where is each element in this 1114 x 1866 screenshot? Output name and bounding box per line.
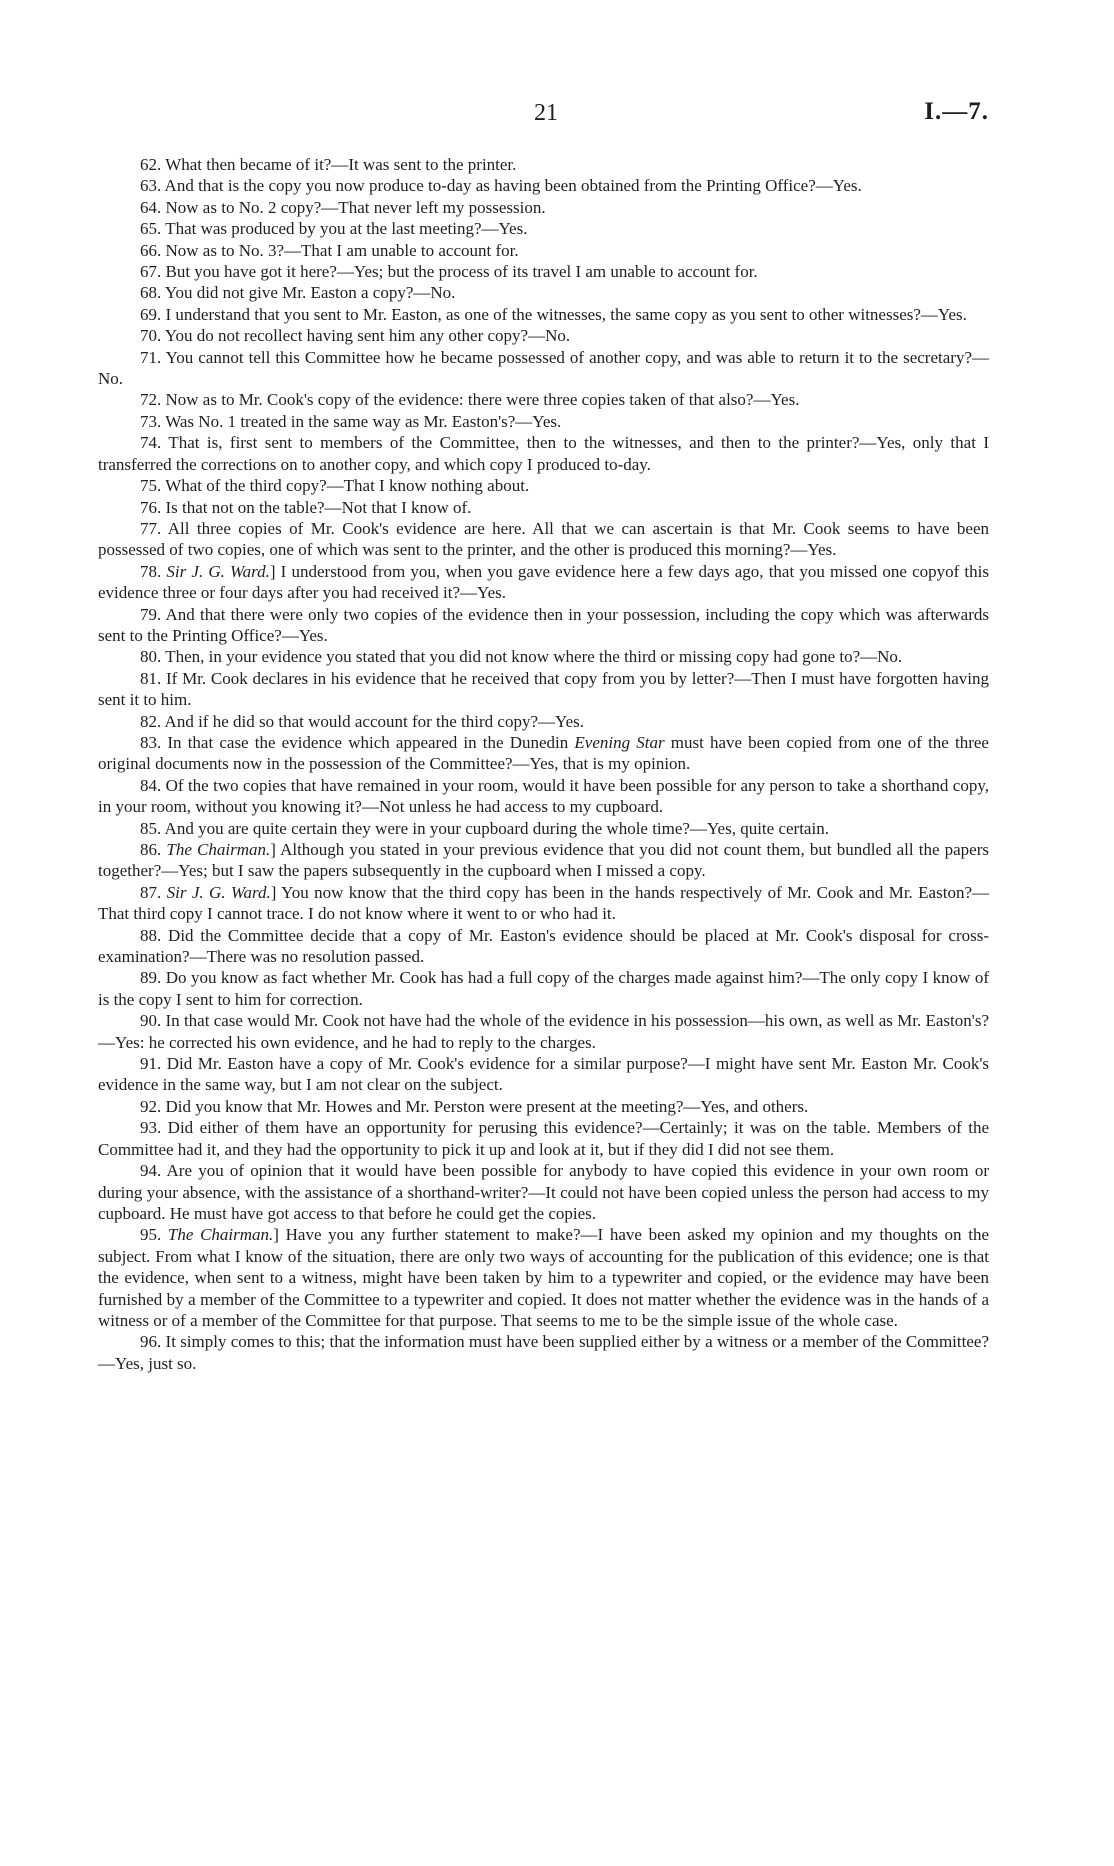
qa-paragraph: 69. I understand that you sent to Mr. Easton, as one of the witnesses, the same copy as you sent to other witnesses?—Yes. — [140, 304, 967, 324]
document-body — [98, 154, 989, 1374]
qa-paragraph: 85. And you are quite certain they were in your cupboard during the whole time?—Yes, quite certain. — [140, 818, 829, 838]
qa-paragraph: 66. Now as to No. 3?—That I am unable to account for. — [140, 240, 519, 260]
qa-paragraph: 62. What then became of it?—It was sent to the printer. — [140, 155, 517, 174]
qa-paragraph: 68. You did not give Mr. Easton a copy?—No. — [140, 283, 456, 303]
qa-paragraph: 70. You do not recollect having sent him any other copy?—No. — [140, 326, 571, 346]
qa-paragraph: 81. If Mr. Cook declares in his evidence that he received that copy from you by letter?—Then I must have forgotten having sent it to him. — [98, 668, 989, 710]
qa-paragraph: 95. The Chairman.] Have you any further statement to make?—I have been asked my opinion and my thoughts on the subject. From what I know of the situation, there are only two ways of accounting for the publication of this evidence; one is that the evidence, when sent to a witness, might have been taken by him to a typewriter and copied, or the evidence may have been furnished by a member of the Committee to a typewriter and copied. It does not matter whether the evidence was in the hands of a witness or of a member of the Committee for that purpose. That seems to me to be the simple issue of the whole case. — [98, 1225, 989, 1330]
qa-paragraph: 93. Did either of them have an opportunity for perusing this evidence?—Certainly; it was on the table. Members of the Committee had it, and they had the opportunity to pick it up and look at it, but if they did I did not see them. — [98, 1118, 989, 1159]
qa-paragraph: 75. What of the third copy?—That I know nothing about. — [140, 476, 530, 496]
qa-paragraph: 63. And that is the copy you now produce to-day as having been obtained from the Printing Office?—Yes. — [140, 176, 862, 196]
page-reference: I.—7. — [924, 98, 989, 125]
qa-paragraph: 64. Now as to No. 2 copy?—That never left my possession. — [140, 197, 546, 217]
qa-paragraph: 83. In that case the evidence which appeared in the Dunedin Evening Star must have been copied from one of the three original documents now in the possession of the Committee?—Yes, that is my opinion. — [98, 732, 989, 774]
qa-paragraph: 76. Is that not on the table?—Not that I know of. — [140, 497, 472, 517]
qa-paragraph: 91. Did Mr. Easton have a copy of Mr. Cook's evidence for a similar purpose?—I might have sent Mr. Easton Mr. Cook's evidence in the same way, but I am not clear on the subject. — [98, 1054, 989, 1095]
qa-paragraph: 96. It simply comes to this; that the information must have been supplied either by a witness or a member of the Committee?—Yes, just so. — [98, 1332, 989, 1373]
qa-paragraph: 72. Now as to Mr. Cook's copy of the evidence: there were three copies taken of that also?—Yes. — [140, 390, 800, 410]
qa-paragraph: 87. Sir J. G. Ward.] You now know that the third copy has been in the hands respectively of Mr. Cook and Mr. Easton?—That third copy I cannot trace. I do not know where it went to or who had it. — [98, 882, 989, 924]
qa-paragraph: 77. All three copies of Mr. Cook's evidence are here. All that we can ascertain is that Mr. Cook seems to have been possessed of two copies, one of which was sent to the printer, and the other is produced this morning?—Yes. — [98, 518, 989, 560]
qa-paragraph: 82. And if he did so that would account for the third copy?—Yes. — [140, 711, 584, 731]
qa-paragraph: 74. That is, first sent to members of the Committee, then to the witnesses, and then to the printer?—Yes, only that I transferred the corrections on to another copy, and which copy I produced to-day. — [98, 433, 989, 474]
qa-paragraph: 86. The Chairman.] Although you stated in your previous evidence that you did not count them, but bundled all the papers together?—Yes; but I saw the papers subsequently in the cupboard when I missed a copy. — [98, 840, 989, 881]
qa-paragraph: 78. Sir J. G. Ward.] I understood from you, when you gave evidence here a few days ago, that you missed one copyof this evidence three or four days after you had received it?—Yes. — [98, 561, 989, 603]
page-number: 21 — [534, 100, 558, 126]
qa-paragraph: 92. Did you know that Mr. Howes and Mr. Perston were present at the meeting?—Yes, and others. — [140, 1096, 809, 1116]
qa-paragraph: 94. Are you of opinion that it would have been possible for anybody to have copied this evidence in your own room or during your absence, with the assistance of a shorthand-writer?—It could not have been copied unless the person had access to my cupboard. He must have got access to that before he could get the copies. — [98, 1161, 989, 1223]
qa-paragraph: 84. Of the two copies that have remained in your room, would it have been possible for any person to take a shorthand copy, in your room, without you knowing it?—Not unless he had access to my cupboard. — [98, 775, 989, 817]
qa-paragraph: 80. Then, in your evidence you stated that you did not know where the third or missing copy had gone to?—No. — [140, 647, 903, 667]
qa-paragraph: 73. Was No. 1 treated in the same way as Mr. Easton's?—Yes. — [140, 411, 562, 431]
qa-paragraph: 88. Did the Committee decide that a copy of Mr. Easton's evidence should be placed at Mr. Cook's disposal for cross-examination?—There was no resolution passed. — [98, 925, 989, 967]
qa-paragraph: 65. That was produced by you at the last meeting?—Yes. — [140, 219, 528, 239]
qa-paragraph: 90. In that case would Mr. Cook not have had the whole of the evidence in his possession—his own, as well as Mr. Easton's?—Yes: he corrected his own evidence, and he had to reply to the charges. — [98, 1011, 989, 1052]
qa-paragraph: 89. Do you know as fact whether Mr. Cook has had a full copy of the charges made against him?—The only copy I know of is the copy I sent to him for correction. — [98, 968, 989, 1009]
qa-paragraph: 67. But you have got it here?—Yes; but the process of its travel I am unable to account for. — [140, 262, 758, 282]
qa-paragraph: 71. You cannot tell this Committee how he became possessed of another copy, and was able to return it to the secretary?—No. — [98, 347, 989, 389]
qa-paragraph: 79. And that there were only two copies of the evidence then in your possession, including the copy which was afterwards sent to the Printing Office?—Yes. — [98, 604, 989, 645]
